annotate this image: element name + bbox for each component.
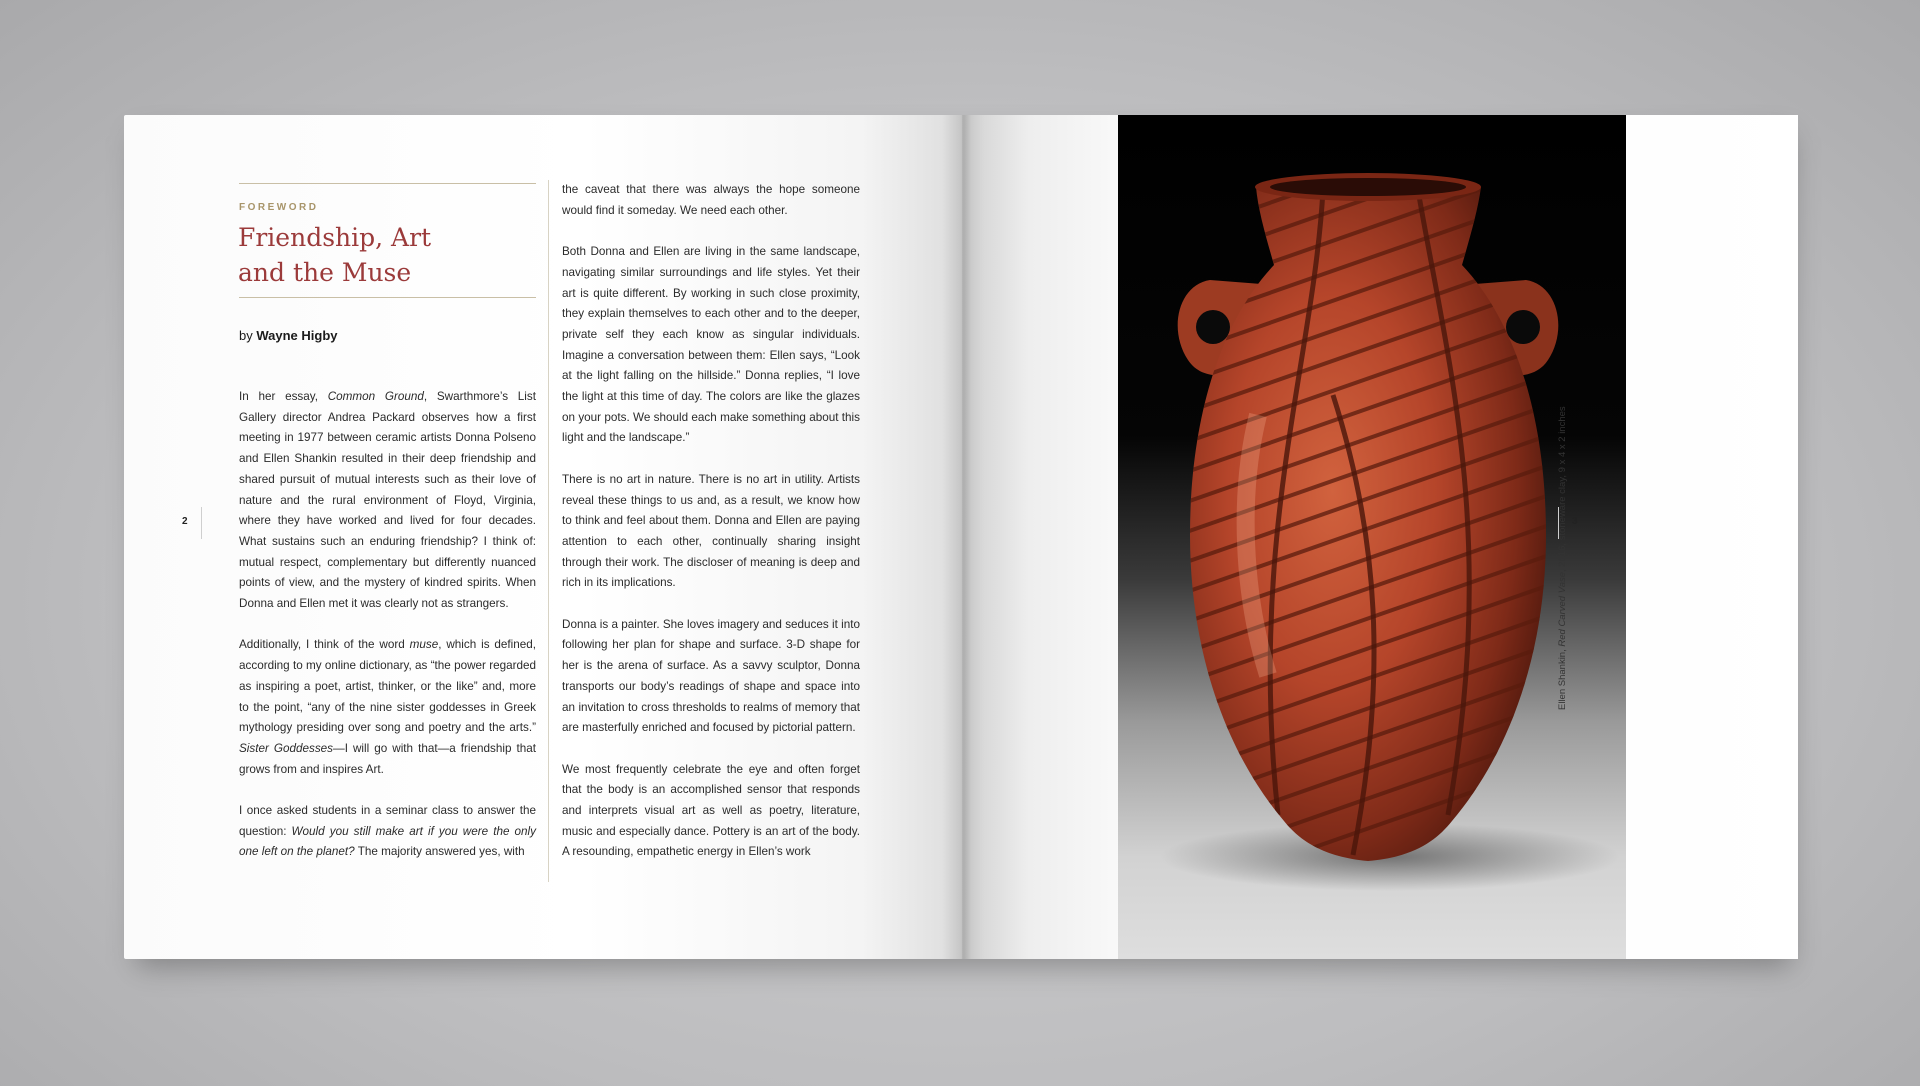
folio-tick [201, 507, 202, 539]
column-divider [548, 180, 549, 882]
caption-italic: Red Carved Vase [1557, 571, 1568, 647]
text-italic: Common Ground [327, 390, 424, 403]
page-number-left: 2 [182, 516, 188, 527]
title-line-2: and the Muse [238, 258, 412, 287]
paragraph: Both Donna and Ellen are living in the same landscape, navigating similar surroundings and life styles. Yet their art is quite different. By working in such close proximity, they explain themselves to each other and to the deeper, private self they each know as singular individuals. Imagine a conversation between them: Ellen says, “Look at the light falling on the hillside.” Donna replies, “I love the light at this time of day. The colors are like the glazes on your pots. We should each make something about this light and the landscape.” [562, 245, 860, 445]
text-column-1 [239, 387, 536, 884]
paragraph [239, 387, 536, 615]
paragraph [239, 635, 536, 780]
text-run: —I will go with that—a friendship that grows from and inspires Art. [239, 741, 536, 776]
text-run: In her essay, [239, 390, 328, 403]
title-bottom-rule [239, 297, 536, 298]
byline-prefix: by [239, 328, 253, 343]
page-number-right: 3 [1572, 516, 1578, 527]
section-kicker: FOREWORD [239, 202, 319, 213]
text-run: , Swarthmore’s List Gallery director Andrea Packard observes how a first meeting in 1977 between ceramic artists Donna Polseno and Ellen Shankin resulted in their deep friendship and shared pursuit of mutual interests such as their love of nature and the rural environment of Floyd, Virginia, where they have worked and lived for four decades. What sustains such an enduring friendship? I think of: mutual respect, complementary but differently nuanced points of view, and the mystery of kindred spirits. When Donna and Ellen met it was clearly not as strangers. [239, 390, 536, 611]
open-book [124, 115, 1798, 959]
vase-illustration [1118, 115, 1626, 959]
vase-photograph [1118, 115, 1626, 959]
right-page [962, 115, 1798, 959]
photo-caption [1557, 390, 1571, 710]
paragraph: the caveat that there was always the hope someone would find it someday. We need each other. [562, 183, 860, 217]
text-column-2 [562, 180, 860, 884]
text-run: I once asked students in a seminar class to answer the question: [239, 804, 536, 838]
caption-text: Ellen Shankin, [1557, 646, 1568, 710]
paragraph: There is no art in nature. There is no art in utility. Artists reveal these things to us and, as a result, we know how to think and feel about them. Donna and Ellen are paying attention to each other, continually sharing insight through their work. The discloser of meaning is deep and rich in its implications. [562, 472, 860, 590]
left-page [124, 115, 962, 959]
byline-author: Wayne Higby [256, 328, 338, 343]
paragraph: Donna is a painter. She loves imagery and seduces it into following her plan for shape and surface. 3-D shape for her is the arena of surface. As a savvy sculptor, Donna transports our body’s readings of shape and space into an invitation to cross thresholds to realms of memory that are masterfully enriched and focused by pictorial pattern. [562, 617, 860, 735]
text-run: The majority answered yes, with [354, 845, 525, 859]
text-italic: Would you still make art if you were the only one left on the planet? [239, 824, 536, 859]
paragraph: We most frequently celebrate the eye and often forget that the body is an accomplished sensor that responds and interprets visual art as well as poetry, literature, music and especially dance. Pottery is an art of the body. A resounding, empathetic energy in Ellen’s work [562, 762, 860, 859]
title-line-1: Friendship, Art [238, 223, 432, 252]
byline [239, 328, 338, 343]
caption-text: , 2016, stoneware clay, 9 x 4 x 2 inches [1557, 406, 1568, 572]
text-run: , which is defined, according to my online dictionary, as “the power regarded as inspiring a poet, artist, thinker, or the like” and, more to the point, “any of the nine sister goddesses in Greek mythology presiding over song and poetry and the arts.” [239, 638, 536, 735]
title-top-rule [239, 183, 536, 184]
text-run: Additionally, I think of the word [239, 638, 410, 652]
paragraph [239, 801, 536, 863]
text-italic: Sister Goddesses [239, 741, 334, 755]
text-italic: muse [409, 638, 439, 652]
article-title [238, 220, 538, 290]
